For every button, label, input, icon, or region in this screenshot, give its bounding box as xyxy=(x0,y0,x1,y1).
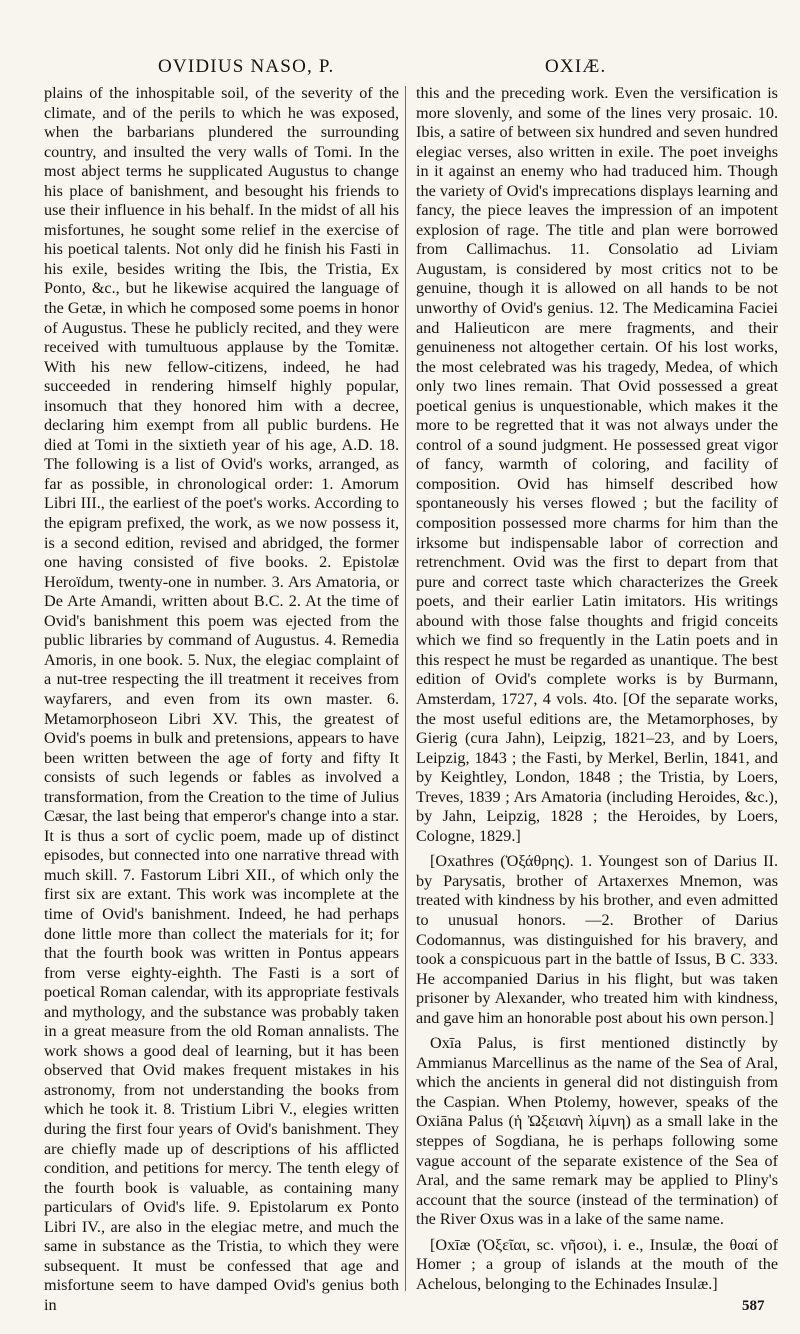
running-header xyxy=(30,50,770,80)
left-paragraph: plains of the inhospitable soil, of the severity of the climate, and of the perils to which he was exposed, when the barbarians plundered the surrounding country, and insulted the very walls of Tomi. In the most abject terms he supplicated Augustus to change his place of banishment, and besought his friends to use their influence in his behalf. In the midst of all his misfortunes, he sought some relief in the exercise of his poetical talents. Not only did he finish his Fasti in his exile, besides writing the Ibis, the Tristia, Ex Ponto, &c., but he likewise acquired the language of the Getæ, in which he composed some poems in honor of Augustus. These he publicly recited, and they were received with tumultuous applause by the Tomitæ. With his new fellow-citizens, indeed, he had succeeded in rendering himself highly popular, insomuch that they honored him with a decree, declaring him exempt from all public burdens. He died at Tomi in the sixtieth year of his age, A.D. 18. The following is a list of Ovid's works, arranged, as far as possible, in chronological order: 1. Amorum Libri III., the earliest of the poet's works. According to the epigram prefixed, the work, as we now possess it, is a second edition, revised and abridged, the former one having consisted of five books. 2. Epistolæ Heroïdum, twenty-one in number. 3. Ars Amatoria, or De Arte Amandi, written about B.C. 2. At the time of Ovid's banishment this poem was ejected from the public libraries by command of Augustus. 4. Remedia Amoris, in one book. 5. Nux, the elegiac complaint of a nut-tree respecting the ill treatment it receives from wayfarers, and even from its own master. 6. Metamorphoseon Libri XV. This, the greatest of Ovid's poems in bulk and pretensions, appears to have been written between the age of forty and fifty It consists of such legends or fables as involved a transformation, from the Creation to the time of Julius Cæsar, the last being that emperor's change into a star. It is thus a sort of cyclic poem, made up of distinct episodes, but connected into one narrative thread with much skill. 7. Fastorum Libri XII., of which only the first six are extant. This work was incomplete at the time of Ovid's banishment. Indeed, he had perhaps done little more than collect the materials for it; for that the fourth book was written in Pontus appears from verse eighty-eighth. The Fasti is a sort of poetical Roman calendar, with its appropriate festivals and mythology, and the substance was probably taken in a great measure from the old Roman annalists. The work shows a good deal of learning, but it has been observed that Ovid makes frequent mistakes in his astronomy, from not understanding the books from which he took it. 8. Tristium Libri V., elegies written during the first four years of Ovid's banishment. They are chiefly made up of descriptions of his afflicted condition, and petitions for mercy. The tenth elegy of the fourth book is valuable, as containing many particulars of Ovid's life. 9. Epistolarum ex Ponto Libri IV., are also in the elegiac metre, and much the same in substance as the Tristia, to which they were subsequent. It must be confessed that age and misfortune seem to have damped Ovid's genius both in xyxy=(44,84,399,1314)
page-number: 587 xyxy=(742,1298,765,1314)
entry-oxiae: [Oxīæ (Ὀξεῖαι, sc. νῆσοι), i. e., Insulæ, the θοαί of Homer ; a group of islands at the mouth of the Achelous, belonging to the Echinades Insulæ.] xyxy=(416,1235,778,1293)
header-right-title: OXIÆ. xyxy=(545,56,607,77)
header-left-title: OVIDIUS NASO, P. xyxy=(158,56,335,77)
entry-oxia-palus: Oxīa Palus, is first mentioned distinctly by Ammianus Marcellinus as the name of the Sea of Aral, which the ancients in general did not distinguish from the Caspian. When Ptolemy, however, speaks of the Oxiāna Palus (ἡ Ὠξειανὴ λίμνη) as a small lake in the steppes of Sogdiana, he is perhaps following some vague account of the separate existence of the Sea of Aral, and the same remark may be applied to Pliny's account that the source (instead of the termination) of the River Oxus was in a lake of the same name. xyxy=(416,1034,778,1229)
left-column xyxy=(44,84,399,1315)
column-divider xyxy=(405,86,406,1291)
entry-oxathres: [Oxathres (Ὀξάθρης). 1. Youngest son of Darius II. by Parysatis, brother of Artaxerxes Mnemon, was treated with kindness by his brother, and even admitted to unusual honors. —2. Brother of Darius Codomannus, was distinguished for his bravery, and took a conspicuous part in the battle of Issus, B C. 333. He accompanied Darius in his flight, but was taken prisoner by Alexander, who treated him with kindness, and gave him an honorable post about his own person.] xyxy=(416,852,778,1027)
right-column xyxy=(416,84,778,1294)
right-paragraph-ovid-conclusion: this and the preceding work. Even the versification is more slovenly, and some of the lines very prosaic. 10. Ibis, a satire of between six hundred and seven hundred elegiac verses, also written in exile. The poet inveighs in it against an enemy who had traduced him. Though the variety of Ovid's imprecations displays learning and fancy, the piece leaves the impression of an impotent explosion of rage. The title and plan were borrowed from Callimachus. 11. Consolatio ad Liviam Augustam, is considered by most critics not to be genuine, though it is allowed on all hands to be not unworthy of Ovid's genius. 12. The Medicamina Faciei and Halieuticon are mere fragments, and their genuineness not altogether certain. Of his lost works, the most celebrated was his tragedy, Medea, of which only two lines remain. That Ovid possessed a great poetical genius is unquestionable, which makes it the more to be regretted that it was not always under the control of a sound judgment. He possessed great vigor of fancy, warmth of coloring, and facility of composition. Ovid has himself described how spontaneously his verses flowed ; but the facility of composition possessed more charms for him than the irksome but indispensable labor of correction and retrenchment. Ovid was the first to depart from that pure and correct taste which characterizes the Greek poets, and their earlier Latin imitators. His writings abound with those false thoughts and frigid conceits which we find so frequently in the Latin poets and in this respect he must be regarded as unantique. The best edition of Ovid's complete works is by Burmann, Amsterdam, 1727, 4 vols. 4to. [Of the separate works, the most useful editions are, the Metamorphoses, by Gierig (cura Jahn), Leipzig, 1821–23, and by Loers, Leipzig, 1843 ; the Fasti, by Merkel, Berlin, 1841, and by Keightley, London, 1848 ; the Tristia, by Loers, Treves, 1839 ; Ars Amatoria (including Heroides, &c.), by Jahn, Leipzig, 1828 ; the Heroides, by Loers, Cologne, 1829.] xyxy=(416,84,778,845)
